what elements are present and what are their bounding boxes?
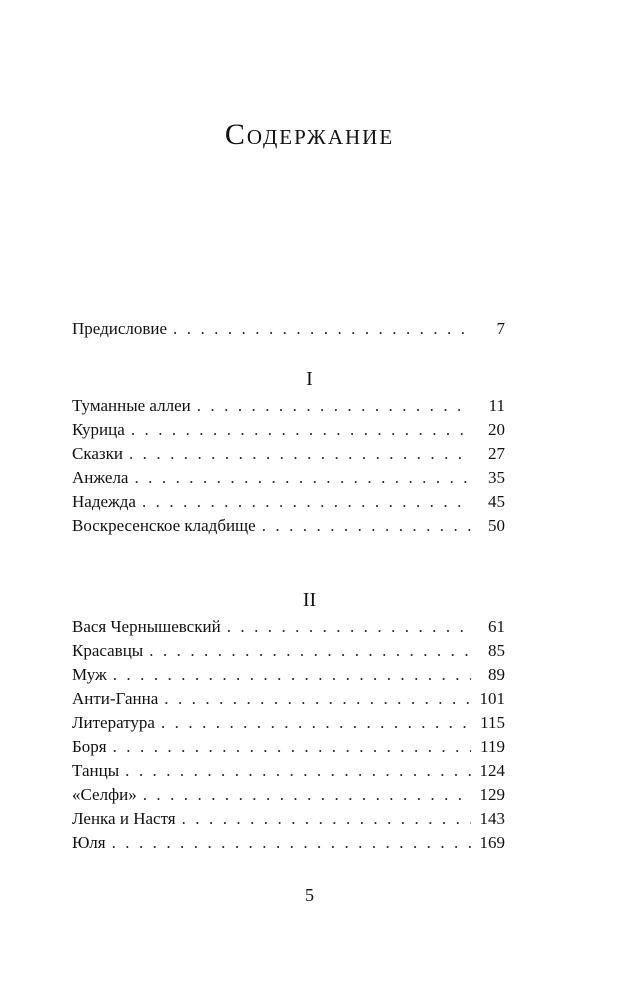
toc-entry-label: Анти-Ганна — [72, 689, 159, 708]
page-number: 5 — [305, 885, 314, 905]
toc-entry-label: Красавцы — [72, 641, 144, 660]
toc-entry-label: Ленка и Настя — [72, 809, 176, 828]
toc-entry-label: Надежда — [72, 492, 136, 511]
toc-entry — [72, 639, 505, 663]
toc-entry-label: Туманные аллеи — [72, 396, 191, 415]
toc-entry — [72, 735, 505, 759]
toc-entry — [72, 418, 505, 442]
toc-leader-dots — [197, 394, 471, 418]
toc-entry — [72, 687, 505, 711]
toc-section-2 — [72, 615, 505, 855]
toc-entry-label: Сказки — [72, 444, 123, 463]
toc-entry-label: Боря — [72, 737, 107, 756]
toc-leader-dots — [161, 711, 471, 735]
toc-leader-dots — [112, 831, 471, 855]
toc-entry-page: 45 — [488, 492, 505, 511]
toc-leader-dots — [149, 639, 471, 663]
toc-entry-page: 11 — [488, 396, 505, 415]
toc-entry-label: Муж — [72, 665, 107, 684]
toc-leader-dots — [131, 418, 471, 442]
toc-entry-page: 129 — [479, 785, 505, 804]
toc-leader-dots — [182, 807, 471, 831]
toc-leader-dots — [129, 442, 471, 466]
toc-leader-dots — [113, 735, 471, 759]
toc-leader-dots — [164, 687, 471, 711]
toc-entry-label: Танцы — [72, 761, 120, 780]
toc-entry — [72, 759, 505, 783]
toc-entry-page: 35 — [488, 468, 505, 487]
section-heading-1: I — [306, 368, 313, 390]
toc-leader-dots — [143, 783, 471, 807]
toc-entry-page: 101 — [479, 689, 505, 708]
toc-leader-dots — [173, 317, 471, 341]
section-heading-2: II — [302, 589, 317, 611]
page-title: Содержание — [224, 118, 395, 151]
toc-entry — [72, 807, 505, 831]
toc-entry — [72, 514, 505, 538]
toc-entry-label: Юля — [72, 833, 106, 852]
toc-entry — [72, 442, 505, 466]
toc-leader-dots — [262, 514, 471, 538]
toc-entry-label: «Селфи» — [72, 785, 137, 804]
toc-entry-label: Предисловие — [72, 319, 168, 338]
toc-entry — [72, 466, 505, 490]
toc-leader-dots — [125, 759, 471, 783]
toc-entry-label: Литература — [72, 713, 155, 732]
toc-leader-dots — [113, 663, 471, 687]
toc-entry-page: 89 — [488, 665, 505, 684]
toc-entry — [72, 711, 505, 735]
toc-entry-page: 27 — [488, 444, 505, 463]
toc-entry-page: 85 — [488, 641, 505, 660]
toc-leader-dots — [134, 466, 471, 490]
toc-entry-page: 7 — [496, 319, 505, 338]
toc-entry-page: 115 — [480, 713, 505, 732]
toc-entry-preface — [72, 317, 505, 341]
toc-entry-label: Курица — [72, 420, 125, 439]
toc-entry — [72, 831, 505, 855]
toc-entry-label: Вася Чернышевский — [72, 617, 221, 636]
toc-entry-page: 61 — [488, 617, 505, 636]
toc-entry-page: 124 — [479, 761, 505, 780]
toc-section-1 — [72, 394, 505, 538]
toc-entry-label: Анжела — [72, 468, 129, 487]
toc-entry-page: 50 — [488, 516, 505, 535]
toc-entry-page: 20 — [488, 420, 505, 439]
toc-entry — [72, 490, 505, 514]
toc-entry — [72, 783, 505, 807]
toc-leader-dots — [142, 490, 471, 514]
toc-preface-block — [72, 317, 505, 341]
toc-entry — [72, 394, 505, 418]
toc-entry-label: Воскресенское кладбище — [72, 516, 256, 535]
toc-entry-page: 119 — [480, 737, 505, 756]
toc-entry — [72, 615, 505, 639]
toc-leader-dots — [227, 615, 471, 639]
toc-entry-page: 143 — [479, 809, 505, 828]
toc-entry — [72, 663, 505, 687]
toc-entry-page: 169 — [479, 833, 505, 852]
